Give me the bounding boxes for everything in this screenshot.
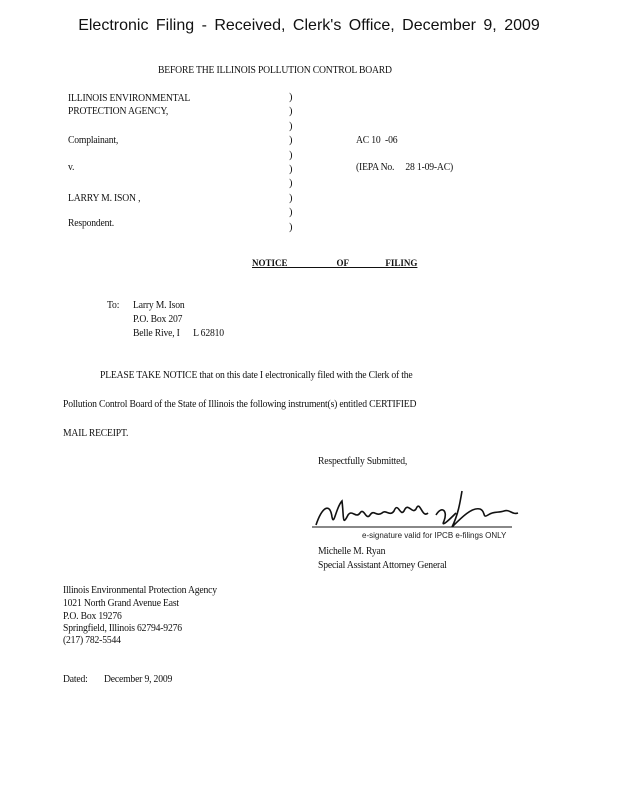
- dated-label: Dated:: [63, 674, 88, 685]
- agency-phone: (217) 782-5544: [63, 635, 121, 646]
- agency-city: Springfield, Illinois 62794-9276: [63, 623, 182, 634]
- paren: ): [289, 149, 293, 161]
- paren: ): [289, 178, 293, 190]
- signer-title: Special Assistant Attorney General: [318, 560, 447, 571]
- complainant-role: Complainant,: [68, 135, 119, 146]
- signature-caption: e-signature valid for IPCB e-filings ONLY: [362, 531, 507, 540]
- case-number: AC 10 -06: [356, 135, 398, 146]
- to-name: Larry M. Ison: [133, 300, 185, 311]
- dated-value: December 9, 2009: [104, 674, 173, 685]
- signature-stroke: [436, 491, 518, 527]
- body-line3: MAIL RECEIPT.: [63, 428, 129, 439]
- body-line2: Pollution Control Board of the State of Illinois the following instrument(s) entitled CERTIFIED: [63, 399, 417, 410]
- respondent-name: LARRY M. ISON ,: [68, 193, 141, 204]
- closing: Respectfully Submitted,: [318, 456, 408, 467]
- paren: ): [289, 207, 293, 219]
- to-city: Belle Rive, I L 62810: [133, 328, 224, 339]
- caption-parens: [289, 91, 293, 235]
- signer-name: Michelle M. Ryan: [318, 546, 386, 557]
- paren: ): [289, 106, 293, 118]
- paren: ): [289, 164, 293, 176]
- paren: ): [289, 192, 293, 204]
- paren: ): [289, 135, 293, 147]
- board-title: BEFORE THE ILLINOIS POLLUTION CONTROL BOARD: [158, 65, 392, 76]
- to-box: P.O. Box 207: [133, 314, 183, 325]
- notice-title: NOTICE OF FILING: [252, 258, 418, 268]
- iepa-number: (IEPA No. 28 1-09-AC): [356, 162, 454, 173]
- signature-stroke: [316, 501, 428, 525]
- complainant-line2: PROTECTION AGENCY,: [68, 106, 169, 117]
- agency-street: 1021 North Grand Avenue East: [63, 598, 179, 609]
- respondent-role: Respondent.: [68, 218, 115, 229]
- body-line1: PLEASE TAKE NOTICE that on this date I electronically filed with the Clerk of the: [100, 370, 413, 381]
- signature-image: [312, 487, 522, 547]
- to-label: To:: [107, 300, 120, 311]
- paren: ): [289, 92, 293, 103]
- versus: v.: [68, 162, 75, 173]
- paren: ): [289, 221, 293, 233]
- agency-box: P.O. Box 19276: [63, 611, 122, 622]
- paren: ): [289, 120, 293, 132]
- filing-stamp: Electronic Filing - Received, Clerk's Office, December 9, 2009: [78, 17, 540, 34]
- agency-name: Illinois Environmental Protection Agency: [63, 585, 217, 596]
- complainant-line1: ILLINOIS ENVIRONMENTAL: [68, 93, 191, 104]
